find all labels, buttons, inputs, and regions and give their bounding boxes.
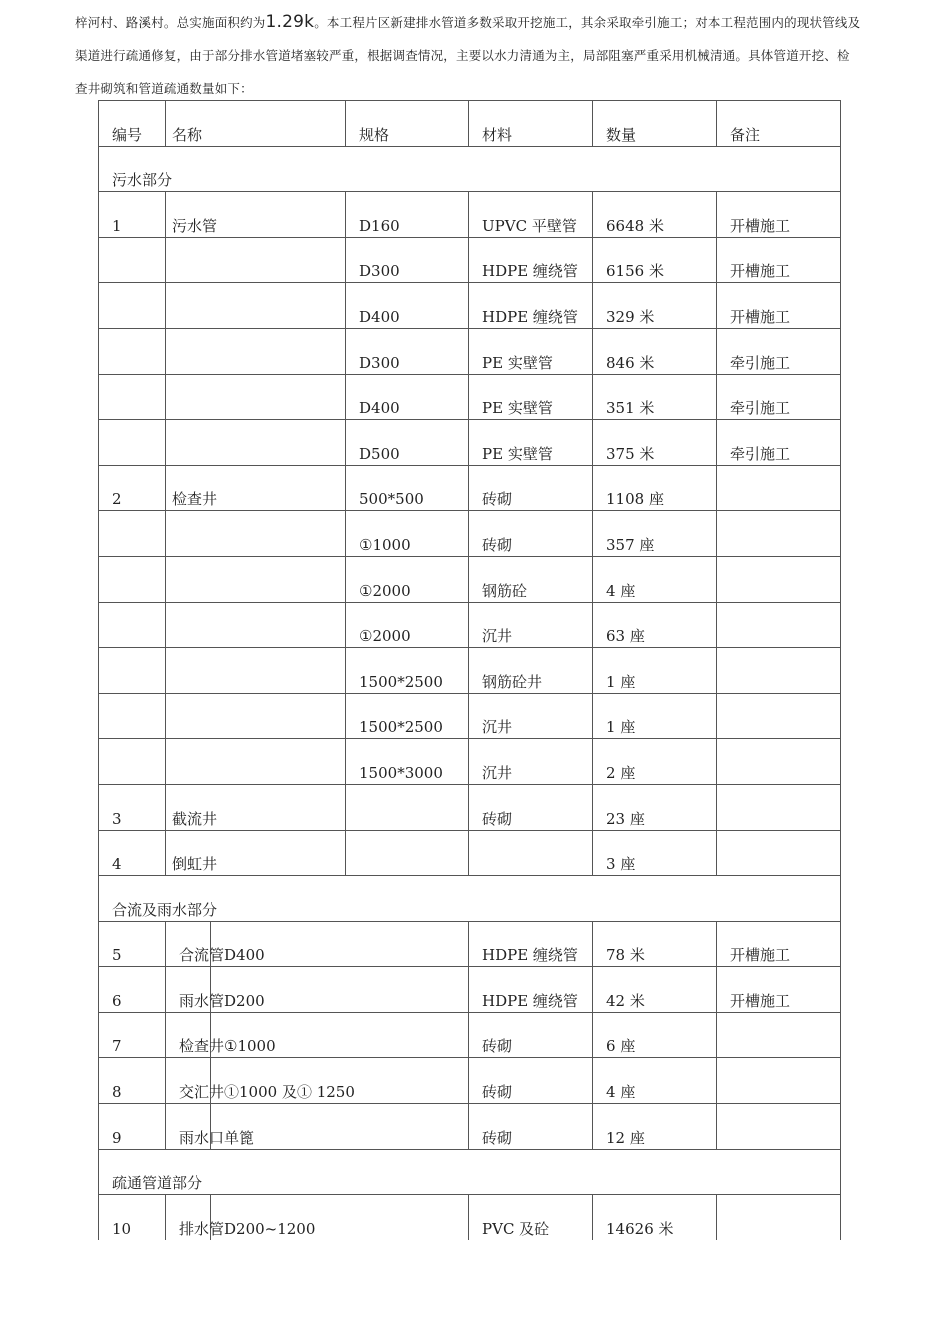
cell-material: PE 实壁管	[469, 374, 593, 420]
cell-number: 9	[99, 1104, 166, 1150]
header-remark: 备注	[717, 101, 841, 147]
cell-name: 截流井	[166, 784, 346, 830]
cell-remark: 开槽施工	[717, 192, 841, 238]
cell-name	[166, 693, 346, 739]
cell-spec: ①1000	[346, 511, 469, 557]
header-name: 名称	[166, 101, 346, 147]
cell-remark: 牵引施工	[717, 328, 841, 374]
cell-number	[99, 556, 166, 602]
cell-number	[99, 237, 166, 283]
cell-name	[166, 511, 346, 557]
cell-number	[99, 283, 166, 329]
cell-name: 倒虹井	[166, 830, 346, 876]
header-material: 材料	[469, 101, 593, 147]
section-row	[99, 146, 841, 192]
cell-remark	[717, 511, 841, 557]
cell-remark	[717, 784, 841, 830]
cell-remark: 牵引施工	[717, 374, 841, 420]
cell-quantity: 3 座	[593, 830, 717, 876]
cell-number	[99, 420, 166, 466]
cell-quantity: 78 米	[593, 921, 717, 967]
table-header-row	[99, 101, 841, 147]
cell-material: 沉井	[469, 739, 593, 785]
cell-spec: 1500*2500	[346, 693, 469, 739]
table-row	[99, 283, 841, 329]
cell-material: HDPE 缠绕管	[469, 237, 593, 283]
cell-spec: D200~1200	[211, 1195, 469, 1240]
table-row	[99, 830, 841, 876]
cell-material: 沉井	[469, 693, 593, 739]
cell-remark: 开槽施工	[717, 967, 841, 1013]
cell-remark	[717, 739, 841, 785]
table-row	[99, 739, 841, 785]
cell-material: 砖砌	[469, 784, 593, 830]
section-row	[99, 876, 841, 922]
cell-number: 5	[99, 921, 166, 967]
cell-number: 10	[99, 1195, 166, 1240]
cell-spec: D400	[211, 921, 469, 967]
cell-spec: ①1000	[211, 1012, 469, 1058]
cell-material: 砖砌	[469, 1104, 593, 1150]
cell-number: 8	[99, 1058, 166, 1104]
cell-number	[99, 328, 166, 374]
cell-name	[166, 648, 346, 694]
table-row	[99, 420, 841, 466]
area-value: 1.29k	[265, 12, 315, 32]
cell-remark	[717, 1104, 841, 1150]
cell-spec: 500*500	[346, 465, 469, 511]
table-row	[99, 648, 841, 694]
cell-number: 3	[99, 784, 166, 830]
header-number: 编号	[99, 101, 166, 147]
table-row	[99, 921, 841, 967]
cell-material: PVC 及砼	[469, 1195, 593, 1240]
cell-material: PE 实壁管	[469, 420, 593, 466]
cell-material: HDPE 缠绕管	[469, 921, 593, 967]
cell-number: 6	[99, 967, 166, 1013]
cell-remark	[717, 1195, 841, 1240]
cell-number	[99, 602, 166, 648]
cell-quantity: 4 座	[593, 556, 717, 602]
cell-name	[166, 328, 346, 374]
table-row	[99, 465, 841, 511]
table-row	[99, 556, 841, 602]
table-row	[99, 511, 841, 557]
cell-name	[166, 739, 346, 785]
cell-spec: D160	[346, 192, 469, 238]
cell-remark	[717, 602, 841, 648]
cell-quantity: 23 座	[593, 784, 717, 830]
section-title: 合流及雨水部分	[99, 876, 841, 922]
cell-spec: 1500*3000	[346, 739, 469, 785]
cell-name	[166, 420, 346, 466]
cell-quantity: 6648 米	[593, 192, 717, 238]
cell-material	[469, 830, 593, 876]
cell-number: 1	[99, 192, 166, 238]
cell-name: 污水管	[166, 192, 346, 238]
table-row	[99, 693, 841, 739]
cell-number	[99, 374, 166, 420]
cell-spec	[346, 830, 469, 876]
intro-paragraph	[75, 6, 875, 105]
cell-name	[166, 283, 346, 329]
intro-line-1: 梓河村、路溪村。总实施面积约为1.29k。本工程片区新建排水管道多数采取开挖施工，其余采取牵引施工；对本工程范围内的现状管线及	[75, 12, 861, 32]
cell-remark: 开槽施工	[717, 921, 841, 967]
table-row	[99, 1104, 841, 1150]
cell-name	[166, 602, 346, 648]
table-row	[99, 374, 841, 420]
cell-name	[166, 556, 346, 602]
table-row	[99, 967, 841, 1013]
cell-material: 砖砌	[469, 465, 593, 511]
cell-material: 砖砌	[469, 1058, 593, 1104]
cell-material: 砖砌	[469, 511, 593, 557]
cell-remark: 开槽施工	[717, 283, 841, 329]
cell-name: 交汇井	[166, 1058, 211, 1104]
table-row	[99, 237, 841, 283]
intro-line-2: 渠道进行疏通修复，由于部分排水管道堵塞较严重，根据调查情况，主要以水力清通为主，局部阻塞严重采用机械清通。具体管道开挖、检	[75, 48, 850, 63]
cell-quantity: 351 米	[593, 374, 717, 420]
cell-number: 7	[99, 1012, 166, 1058]
table-row	[99, 784, 841, 830]
cell-material: 砖砌	[469, 1012, 593, 1058]
cell-name: 排水管	[166, 1195, 211, 1240]
table-row	[99, 602, 841, 648]
cell-remark	[717, 693, 841, 739]
cell-quantity: 329 米	[593, 283, 717, 329]
quantity-table	[98, 100, 841, 1240]
cell-quantity: 42 米	[593, 967, 717, 1013]
cell-material: UPVC 平壁管	[469, 192, 593, 238]
intro-line-3: 查井砌筑和管道疏通数量如下：	[75, 81, 253, 96]
cell-number	[99, 648, 166, 694]
cell-remark	[717, 1058, 841, 1104]
cell-material: 钢筋砼	[469, 556, 593, 602]
cell-quantity: 1 座	[593, 693, 717, 739]
cell-remark	[717, 830, 841, 876]
cell-quantity: 4 座	[593, 1058, 717, 1104]
table-row	[99, 328, 841, 374]
section-row	[99, 1149, 841, 1195]
table-row	[99, 1058, 841, 1104]
cell-number	[99, 693, 166, 739]
cell-name	[166, 374, 346, 420]
cell-name: 检查井	[166, 465, 346, 511]
cell-material: PE 实壁管	[469, 328, 593, 374]
cell-spec: 单篦	[211, 1104, 469, 1150]
cell-quantity: 846 米	[593, 328, 717, 374]
cell-quantity: 357 座	[593, 511, 717, 557]
table-row	[99, 1012, 841, 1058]
table-row	[99, 192, 841, 238]
cell-quantity: 2 座	[593, 739, 717, 785]
cell-name: 雨水管	[166, 967, 211, 1013]
cell-spec: D300	[346, 237, 469, 283]
cell-spec: 1500*2500	[346, 648, 469, 694]
cell-material: HDPE 缠绕管	[469, 967, 593, 1013]
cell-remark	[717, 648, 841, 694]
cell-quantity: 12 座	[593, 1104, 717, 1150]
section-title: 疏通管道部分	[99, 1149, 841, 1195]
cell-number	[99, 511, 166, 557]
cell-number: 4	[99, 830, 166, 876]
cell-quantity: 6 座	[593, 1012, 717, 1058]
cell-number	[99, 739, 166, 785]
cell-quantity: 375 米	[593, 420, 717, 466]
cell-quantity: 1108 座	[593, 465, 717, 511]
header-spec: 规格	[346, 101, 469, 147]
cell-spec	[346, 784, 469, 830]
cell-material: HDPE 缠绕管	[469, 283, 593, 329]
cell-remark	[717, 465, 841, 511]
cell-spec: D400	[346, 374, 469, 420]
cell-spec: D200	[211, 967, 469, 1013]
cell-name	[166, 237, 346, 283]
cell-name: 检查井	[166, 1012, 211, 1058]
cell-spec: D300	[346, 328, 469, 374]
cell-remark	[717, 556, 841, 602]
section-title: 污水部分	[99, 146, 841, 192]
cell-quantity: 14626 米	[593, 1195, 717, 1240]
cell-quantity: 1 座	[593, 648, 717, 694]
cell-remark	[717, 1012, 841, 1058]
cell-material: 沉井	[469, 602, 593, 648]
cell-remark: 牵引施工	[717, 420, 841, 466]
cell-name: 合流管	[166, 921, 211, 967]
cell-spec: ①2000	[346, 602, 469, 648]
cell-material: 钢筋砼井	[469, 648, 593, 694]
cell-spec: D400	[346, 283, 469, 329]
cell-name: 雨水口	[166, 1104, 211, 1150]
cell-remark: 开槽施工	[717, 237, 841, 283]
header-quantity: 数量	[593, 101, 717, 147]
cell-spec: ①1000 及① 1250	[211, 1058, 469, 1104]
table-row	[99, 1195, 841, 1240]
cell-spec: D500	[346, 420, 469, 466]
cell-number: 2	[99, 465, 166, 511]
cell-spec: ①2000	[346, 556, 469, 602]
cell-quantity: 63 座	[593, 602, 717, 648]
cell-quantity: 6156 米	[593, 237, 717, 283]
